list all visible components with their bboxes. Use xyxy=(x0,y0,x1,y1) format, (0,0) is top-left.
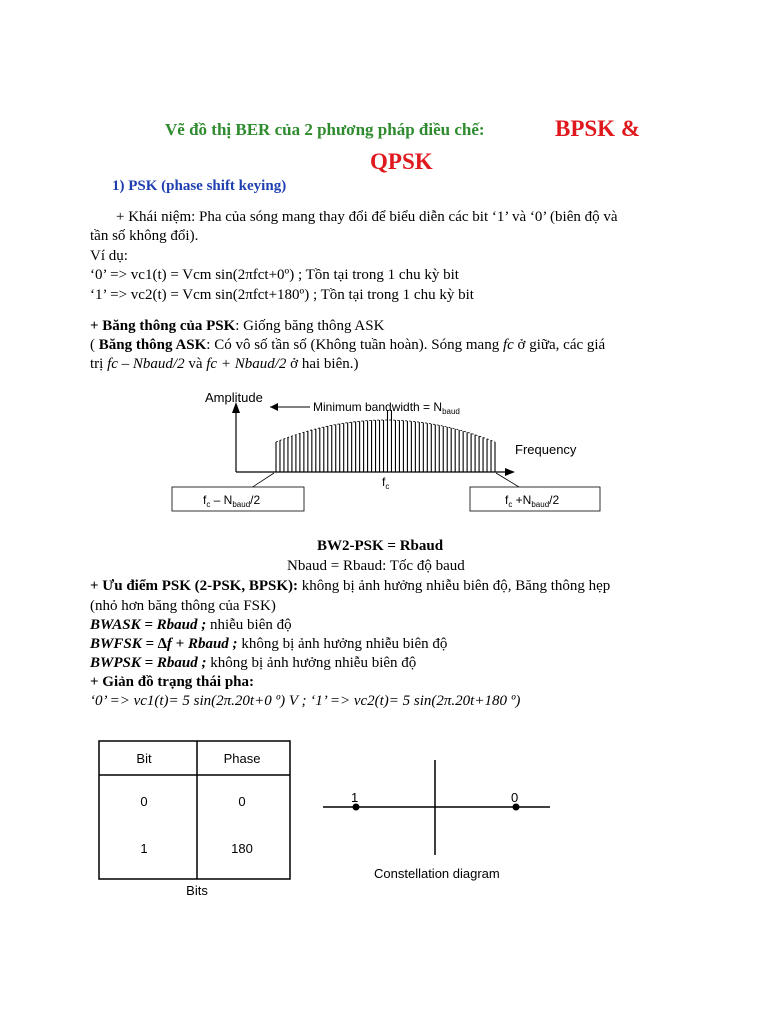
advantage-rest: không bị ảnh hưởng nhiễu biên độ, Băng thông hẹp xyxy=(298,578,611,594)
bandwidth-ask-rest: : Có vô số tần số (Không tuần hoàn). Sóng mang xyxy=(206,337,503,353)
title-part2: BPSK & xyxy=(555,116,640,141)
constellation-label-1: 1 xyxy=(351,790,359,805)
paren-open: ( xyxy=(90,337,99,353)
bwpsk-bold: BWPSK = Rbaud ; xyxy=(90,655,207,671)
table-cell: 1 xyxy=(140,841,148,856)
section-heading: 1) PSK (phase shift keying) xyxy=(112,178,287,194)
bwask-rest: nhiễu biên độ xyxy=(206,617,292,633)
right-edge-label: $f_c +N_{baud}/2$ xyxy=(505,493,560,509)
table-cell: 0 xyxy=(238,794,246,809)
example-line0: ‘0’ => vc1(t) = Vcm sin(2πfct+0º) ; Tồn tại trong 1 chu kỳ bit xyxy=(90,267,459,283)
fc-label: $f_c$ xyxy=(382,475,390,491)
bw-equation: BW2-PSK = Rbaud xyxy=(317,538,444,554)
frequency-label: Frequency xyxy=(515,442,577,457)
concept-line2: tần số không đổi). xyxy=(90,228,199,244)
bwfsk-line xyxy=(90,635,447,654)
table-cell: 180 xyxy=(231,841,253,856)
advantage-line1 xyxy=(90,577,610,596)
title-part3: QPSK xyxy=(370,149,433,174)
l3-a: trị xyxy=(90,356,108,372)
table-header-bit: Bit xyxy=(136,751,152,766)
left-edge-label: $f_c - N_{baud}/2$ xyxy=(203,493,261,509)
concept-line1: + Khái niệm: Pha của sóng mang thay đổi để biểu diễn các bit ‘1’ và ‘0’ (biên độ và xyxy=(116,209,618,225)
example-line1: ‘1’ => vc2(t) = Vcm sin(2πfct+180º) ; Tồn tại trong 1 chu kỳ bit xyxy=(90,287,474,303)
bandwidth-ask-tail: ở giữa, các giá xyxy=(513,337,606,353)
spectrum-envelope xyxy=(276,420,495,442)
table-caption: Bits xyxy=(186,883,208,898)
min-bandwidth-label: Minimum bandwidth = $N_{baud}$ xyxy=(313,400,460,416)
example-label: Ví dụ: xyxy=(90,248,128,264)
nbaud-definition: Nbaud = Rbaud: Tốc độ baud xyxy=(287,558,465,574)
spectrum-diagram xyxy=(0,380,768,520)
bwask-line xyxy=(90,616,292,635)
bwfsk-bold: BWFSK = ∆f + Rbaud ; xyxy=(90,636,238,652)
frequency-arrow-icon xyxy=(505,468,515,476)
amplitude-label: Amplitude xyxy=(205,390,263,405)
bw-arrow-left-icon xyxy=(270,403,278,411)
bandwidth-line1 xyxy=(90,317,384,336)
bandwidth-rest: : Giống băng thông ASK xyxy=(235,318,385,334)
bwpsk-line xyxy=(90,654,416,673)
title-part1: Vẽ đồ thị BER của 2 phương pháp điều chế: xyxy=(165,120,485,139)
table-cell: 0 xyxy=(140,794,148,809)
constellation-diagram xyxy=(310,750,560,890)
bandwidth-bold: + Băng thông của PSK xyxy=(90,318,236,334)
phase-equation: ‘0’ => vc1(t)= 5 sin(2π.20t+0 º) V ; ‘1’ => vc2(t)= 5 sin(2π.20t+180 º) xyxy=(90,693,521,709)
constellation-label-0: 0 xyxy=(511,790,519,805)
constellation-caption: Constellation diagram xyxy=(374,866,500,881)
bandwidth-line3 xyxy=(90,355,358,374)
l3-d: fc + Nbaud/2 xyxy=(206,356,287,372)
spectrum-bars xyxy=(276,410,495,472)
l3-e: ở hai biên.) xyxy=(286,356,359,372)
bwask-bold: BWASK = Rbaud ; xyxy=(90,617,207,633)
fc-italic: fc xyxy=(502,337,514,353)
bwpsk-rest: không bị ảnh hưởng nhiễu biên độ xyxy=(206,655,417,671)
bit-phase-table xyxy=(90,735,300,905)
advantage-bold: + Ưu điểm PSK (2-PSK, BPSK): xyxy=(90,578,298,594)
l3-b: fc – Nbaud/2 xyxy=(107,356,185,372)
l3-c: và xyxy=(184,356,207,372)
bwfsk-rest: không bị ảnh hưởng nhiễu biên độ xyxy=(237,636,448,652)
advantage-line2: (nhỏ hơn băng thông của FSK) xyxy=(90,598,276,614)
table-border xyxy=(99,741,290,879)
bandwidth-line2 xyxy=(90,336,605,355)
phase-diagram-heading: + Giản đồ trạng thái pha: xyxy=(90,674,254,690)
table-header-phase: Phase xyxy=(223,751,261,766)
bandwidth-ask-bold: Băng thông ASK xyxy=(98,337,207,353)
